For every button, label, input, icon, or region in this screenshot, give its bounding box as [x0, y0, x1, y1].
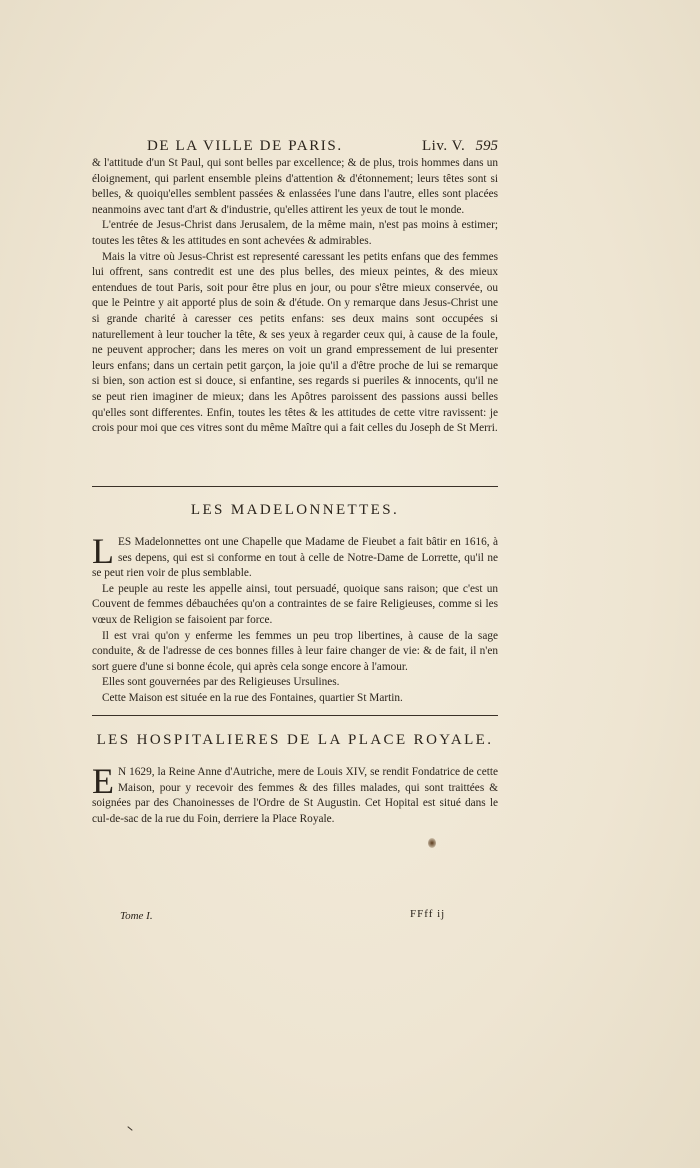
section-divider: [92, 486, 498, 487]
ink-spot: [428, 838, 436, 848]
paragraph: & l'attitude d'un St Paul, qui sont belles par excellence; & de plus, trois hommes dans un éloignement, qui parlent ensemble pleins d'attention & d'étonnement; leurs têtes sont si belles, & quoiqu'elles semblent passées & enlassées l'une dans l'autre, elles sont placées neanmoins avec tant d'art & d'industrie, qu'elles attirent les yeux de tout le monde.: [92, 157, 498, 216]
running-head-title: DE LA VILLE DE PARIS.: [147, 138, 343, 154]
paragraph: Mais la vitre où Jesus-Christ est representé caressant les petits enfans que des femmes lui offrent, sans contredit est une des plus belles, des mieux peintes, & des mieux entendues de tout Paris, soit pour être plus en jour, ou pour s'être mieux conservée, ou que le Peintre y ait apporté plus de soin & d'étude. On y remarque dans Jesus-Christ une si grande charité à caresser ces petits enfans: ses deux mains sont occupées si naturellement à leur toucher la tête, & ses yeux à regarder ceux qui, à cause de la foule, ne peuvent approcher; dans les meres on voit un grand empressement de lui presenter leurs enfans; dans un certain petit garçon, la joie qu'il a d'être proche de lui se remarque si bien, son action est si douce, si enfantine, ses regards si pueriles & innocents, qu'il ne se peut rien imaginer de mieux; dans les Apôtres paroissent des passions aussi belles qu'elles sont differentes. Enfin, toutes les têtes & les attitudes de cette vitre ravissent: je crois pour moi que ces vitres sont du même Maître qui a fait celles du Joseph de St Merri.: [92, 250, 498, 435]
page-number: 595: [475, 138, 498, 154]
paragraph: Elles sont gouvernées par des Religieuses Ursulines.: [102, 676, 340, 689]
section-divider: [92, 715, 498, 716]
paragraph: Le peuple au reste les appelle ainsi, tout persuadé, quoique sans raison; que c'est un Couvent de femmes débauchées qu'on a contraintes de se faire Religieuses, comme si les vœux de Religion se faisoient par force.: [92, 582, 498, 626]
paragraph: Cette Maison est située en la rue des Fontaines, quartier St Martin.: [102, 691, 403, 704]
running-head-book: Liv. V.: [422, 138, 466, 154]
paragraph: Il est vrai qu'on y enferme les femmes un peu trop libertines, à cause de la sage conduite, & de l'adresse de ces bonnes filles à leur faire changer de vie: & de fait, il n'en sort guere d'une si bonne école, qui après cela songe encore à l'amour.: [92, 629, 498, 673]
paragraph-with-dropcap: [92, 761, 498, 827]
paragraph: L'entrée de Jesus-Christ dans Jerusalem, de la même main, n'est pas moins à estimer; toutes les têtes & les attitudes en sont achevées & admirables.: [92, 219, 498, 247]
section-title-hospitalieres: LES HOSPITALIERES DE LA PLACE ROYALE.: [96, 732, 494, 748]
signature-mark: FFff ij: [410, 908, 446, 920]
section-vitres: [92, 156, 498, 437]
volume-label: Tome I.: [120, 910, 153, 922]
section-hospitalieres: [92, 761, 498, 827]
stray-mark: [127, 1126, 132, 1131]
drop-cap: E: [92, 761, 114, 801]
paragraph-text: N 1629, la Reine Anne d'Autriche, mere de Louis XIV, se rendit Fondatrice de cette Maison, pour y recevoir des femmes & des filles malades, qui sont traittées & soignées par des Chanoinesses de l'Ordre de St Augustin. Cet Hopital est situé dans le cul-de-sac de la rue du Foin, derriere la Place Royale.: [92, 766, 498, 825]
section-title-madelonnettes: LES MADELONNETTES.: [190, 502, 400, 518]
section-madelonnettes: [92, 531, 498, 707]
paragraph-with-dropcap: [92, 531, 498, 582]
drop-cap: L: [92, 531, 114, 571]
paragraph-text: ES Madelonnettes ont une Chapelle que Madame de Fieubet a fait bâtir en 1616, à ses depens, qui est si conforme en tout à celle de Notre-Dame de Lorrette, qu'il ne se peut rien voir de plus semblable.: [92, 536, 498, 580]
